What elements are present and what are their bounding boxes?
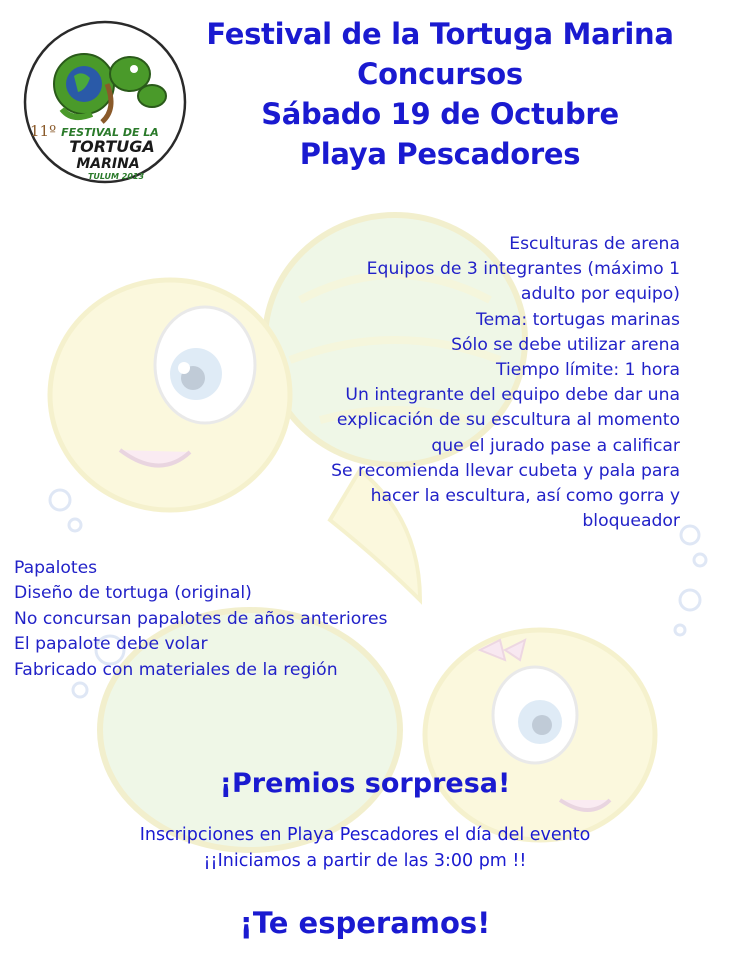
logo-line4: TULUM 2013 xyxy=(87,172,145,181)
sand-contest-line: Tema: tortugas marinas xyxy=(476,309,680,330)
prizes-heading: ¡Premios sorpresa! xyxy=(219,768,511,799)
event-header xyxy=(160,14,720,174)
kite-contest-line: Fabricado con materiales de la región xyxy=(14,659,338,680)
sand-contest-line: Un integrante del equipo debe dar una xyxy=(345,385,680,406)
sand-contest-line: que el jurado pase a calificar xyxy=(431,435,680,456)
sand-contest-line: adulto por equipo) xyxy=(520,284,680,305)
registration-info xyxy=(0,822,730,874)
kite-contest-title: Papalotes xyxy=(14,558,98,578)
closing-message: ¡Te esperamos! xyxy=(239,906,491,940)
logo-line2: TORTUGA xyxy=(69,137,155,156)
event-date: Sábado 19 de Octubre xyxy=(261,97,619,131)
sand-contest-line: hacer la escultura, así como gorra y xyxy=(370,486,680,507)
contests-heading: Concursos xyxy=(357,57,523,91)
sand-contest-line: Se recomienda llevar cubeta y pala para xyxy=(331,460,680,481)
event-location: Playa Pescadores xyxy=(299,137,581,171)
sand-contest-line: Tiempo límite: 1 hora xyxy=(496,360,680,381)
festival-title: Festival de la Tortuga Marina xyxy=(206,17,674,51)
sand-contest-title: Esculturas de arena xyxy=(509,234,680,254)
sand-contest-line: explicación de su escultura al momento xyxy=(336,410,680,431)
logo-line1: FESTIVAL DE LA xyxy=(61,126,159,139)
sand-contest-line: bloqueador xyxy=(582,511,680,532)
sand-contest-line: Sólo se debe utilizar arena xyxy=(451,334,680,355)
registration-line: Inscripciones en Playa Pescadores el día del evento xyxy=(139,825,591,845)
sand-sculpture-contest xyxy=(240,232,680,534)
sand-contest-line: Equipos de 3 integrantes (máximo 1 xyxy=(366,259,680,280)
logo-number: 11º xyxy=(30,122,57,140)
kite-contest xyxy=(14,556,494,683)
start-time-line: ¡¡Iniciamos a partir de las 3:00 pm !! xyxy=(203,851,527,871)
kite-contest-line: Diseño de tortuga (original) xyxy=(14,583,252,604)
kite-contest-line: El papalote debe volar xyxy=(14,634,208,655)
logo-line3: MARINA xyxy=(76,156,140,172)
kite-contest-line: No concursan papalotes de años anteriores xyxy=(14,608,388,629)
